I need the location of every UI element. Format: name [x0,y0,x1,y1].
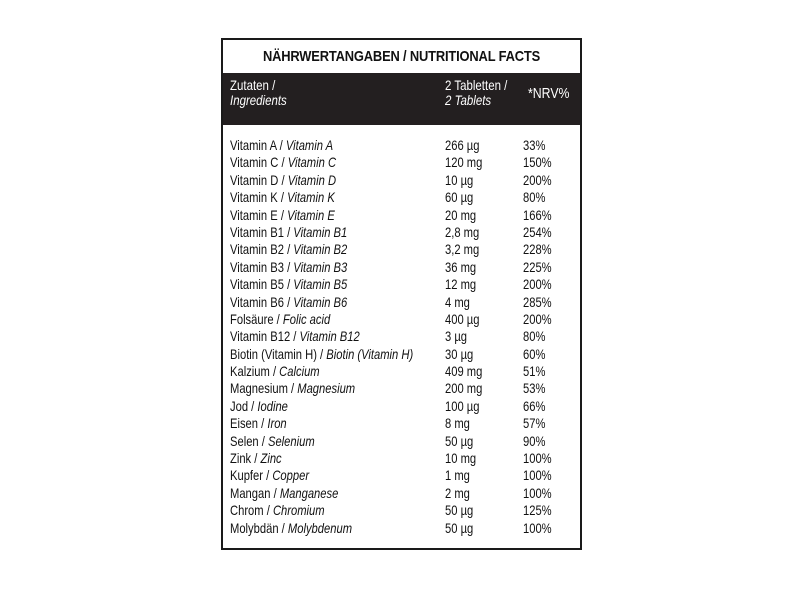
table-row [223,415,580,432]
nutrient-name-en: Calcium [279,363,320,380]
nutrient-name [230,415,287,432]
nutrient-nrv: 60% [523,345,546,362]
nutrient-name-de: Vitamin K / [230,189,288,206]
nutrient-name [230,189,335,206]
nutrient-name-en: Vitamin A [285,137,334,153]
nutrient-amount: 50 µg [445,502,474,519]
nutrient-nrv: 57% [523,415,546,432]
nutrient-name [230,346,413,363]
nutrient-nrv: 150% [523,154,552,171]
nutrient-name-de: Vitamin B6 / [230,293,294,310]
table-row [223,502,580,519]
table-row [223,520,580,537]
table-row [223,224,580,241]
nutrient-name-en: Vitamin B5 [293,276,348,293]
header-amount [445,78,507,108]
nutrient-name [230,467,309,484]
nutrient-name-en: Biotin (Vitamin H) [326,345,414,362]
nutrient-name-de: Eisen / [230,415,268,432]
nutrient-name [230,276,347,293]
nutrient-nrv: 51% [523,363,546,380]
nutrient-amount: 3,2 mg [445,241,480,258]
nutrient-amount: 2,8 mg [445,223,480,240]
nutrient-amount: 50 µg [445,519,474,536]
nutrient-name [230,380,355,397]
header-ingredients-de: Zutaten / [230,77,276,93]
nutrient-name-en: Vitamin B1 [293,223,348,240]
nutrient-amount: 8 mg [445,415,470,432]
nutrient-amount: 36 mg [445,258,477,275]
nutrient-name [230,137,333,154]
nutrient-amount: 10 mg [445,450,477,467]
table-row [223,433,580,450]
nutrient-name [230,172,336,189]
table-row [223,328,580,345]
table-row [223,346,580,363]
nutrient-nrv: 100% [523,484,552,501]
table-row [223,172,580,189]
nutrient-nrv: 200% [523,276,552,293]
nutrient-name-de: Folsäure / [230,310,283,327]
nutrient-amount: 400 µg [445,310,480,327]
nutrient-nrv: 200% [523,171,552,188]
nutrient-nrv: 53% [523,380,546,397]
nutrient-name-en: Vitamin B3 [293,258,348,275]
nutrient-name-en: Selenium [267,432,315,449]
panel-title: NÄHRWERTANGABEN / NUTRITIONAL FACTS [262,47,541,65]
table-row [223,276,580,293]
header-amount-de: 2 Tabletten / [445,77,508,93]
nutrient-amount: 20 mg [445,206,477,223]
nutrient-name-de: Mangan / [230,484,280,501]
nutrient-name-de: Biotin (Vitamin H) / [230,345,327,362]
nutrient-amount: 120 mg [445,154,483,171]
nutrient-nrv: 33% [523,137,546,153]
table-row [223,450,580,467]
nutrient-nrv: 166% [523,206,552,223]
nutrient-name [230,328,360,345]
nutrient-name-de: Vitamin B12 / [230,328,300,345]
nutrient-nrv: 254% [523,223,552,240]
table-row [223,485,580,502]
nutrient-name [230,433,315,450]
nutrient-name-de: Vitamin D / [230,171,288,188]
nutrient-name-en: Vitamin K [287,189,335,206]
nutrient-nrv: 100% [523,467,552,484]
nutrient-name-en: Iodine [257,397,288,414]
nutrient-amount: 409 mg [445,363,483,380]
nutrient-name [230,224,347,241]
nutrient-name-en: Iron [267,415,287,432]
table-row [223,311,580,328]
nutrient-name [230,398,288,415]
nutrient-name-de: Vitamin C / [230,154,288,171]
nutrient-name-de: Molybdän / [230,519,288,536]
table-row [223,380,580,397]
nutrient-amount: 30 µg [445,345,474,362]
nutrient-amount: 266 µg [445,137,480,153]
nutrient-name [230,207,335,224]
nutrient-name [230,502,325,519]
nutrient-amount: 1 mg [445,467,470,484]
nutrient-nrv: 90% [523,432,546,449]
nutrient-rows [223,137,580,537]
nutrient-nrv: 285% [523,293,552,310]
table-row [223,154,580,171]
table-row [223,363,580,380]
nutrient-name-de: Vitamin A / [230,137,286,153]
nutrient-nrv: 100% [523,450,552,467]
table-row [223,137,580,154]
table-row [223,259,580,276]
table-row [223,207,580,224]
nutrient-name-de: Vitamin B3 / [230,258,294,275]
nutrient-amount: 2 mg [445,484,470,501]
nutrient-name-de: Selen / [230,432,268,449]
nutrient-name-en: Vitamin B2 [293,241,348,258]
nutrient-amount: 3 µg [445,328,468,345]
nutrient-name-de: Vitamin B1 / [230,223,294,240]
nutrient-name-de: Kupfer / [230,467,273,484]
nutrient-name-en: Vitamin B12 [299,328,360,345]
table-header [223,73,580,125]
nutrient-name-en: Zinc [260,450,282,467]
table-row [223,294,580,311]
nutrient-name-de: Chrom / [230,502,273,519]
nutrient-name-de: Magnesium / [230,380,298,397]
nutrient-name [230,520,352,537]
nutrient-name-en: Vitamin D [287,171,337,188]
header-ingredients-en: Ingredients [230,92,287,108]
nutrient-amount: 10 µg [445,171,474,188]
nutrient-name [230,485,338,502]
nutrient-nrv: 200% [523,310,552,327]
nutrient-name-de: Zink / [230,450,261,467]
table-row [223,398,580,415]
nutrient-name-en: Magnesium [297,380,356,397]
nutrient-name [230,363,320,380]
nutrient-amount: 4 mg [445,293,470,310]
nutrient-name-de: Vitamin E / [230,206,288,223]
nutrient-nrv: 80% [523,189,546,206]
header-amount-en: 2 Tablets [445,92,492,108]
nutrient-nrv: 100% [523,519,552,536]
table-row [223,467,580,484]
nutrient-name-en: Vitamin B6 [293,293,348,310]
nutrient-amount: 100 µg [445,397,480,414]
nutrient-name-en: Manganese [279,484,339,501]
nutrient-name [230,154,336,171]
nutrient-amount: 60 µg [445,189,474,206]
header-nrv: *NRV% [528,85,570,102]
nutrient-name [230,241,347,258]
nutrient-name [230,294,347,311]
header-ingredients [230,78,287,108]
nutrient-name-en: Vitamin C [287,154,337,171]
nutrient-name-en: Chromium [272,502,325,519]
nutrient-nrv: 125% [523,502,552,519]
nutrient-nrv: 225% [523,258,552,275]
nutrient-name-en: Molybdenum [287,519,353,536]
nutrient-nrv: 228% [523,241,552,258]
nutrient-name-en: Copper [272,467,310,484]
nutrient-amount: 200 mg [445,380,483,397]
table-row [223,189,580,206]
nutrient-name-de: Vitamin B2 / [230,241,294,258]
nutrient-name-de: Kalzium / [230,363,280,380]
nutrient-name-en: Vitamin E [287,206,335,223]
nutrient-amount: 12 mg [445,276,477,293]
nutrient-name-de: Jod / [230,397,258,414]
nutrient-amount: 50 µg [445,432,474,449]
nutrient-nrv: 66% [523,397,546,414]
nutrient-name-en: Folic acid [282,310,331,327]
nutrition-facts-panel [221,38,582,550]
nutrient-name [230,311,330,328]
nutrient-nrv: 80% [523,328,546,345]
nutrient-name [230,259,347,276]
nutrient-name-de: Vitamin B5 / [230,276,294,293]
nutrient-name [230,450,282,467]
table-row [223,241,580,258]
